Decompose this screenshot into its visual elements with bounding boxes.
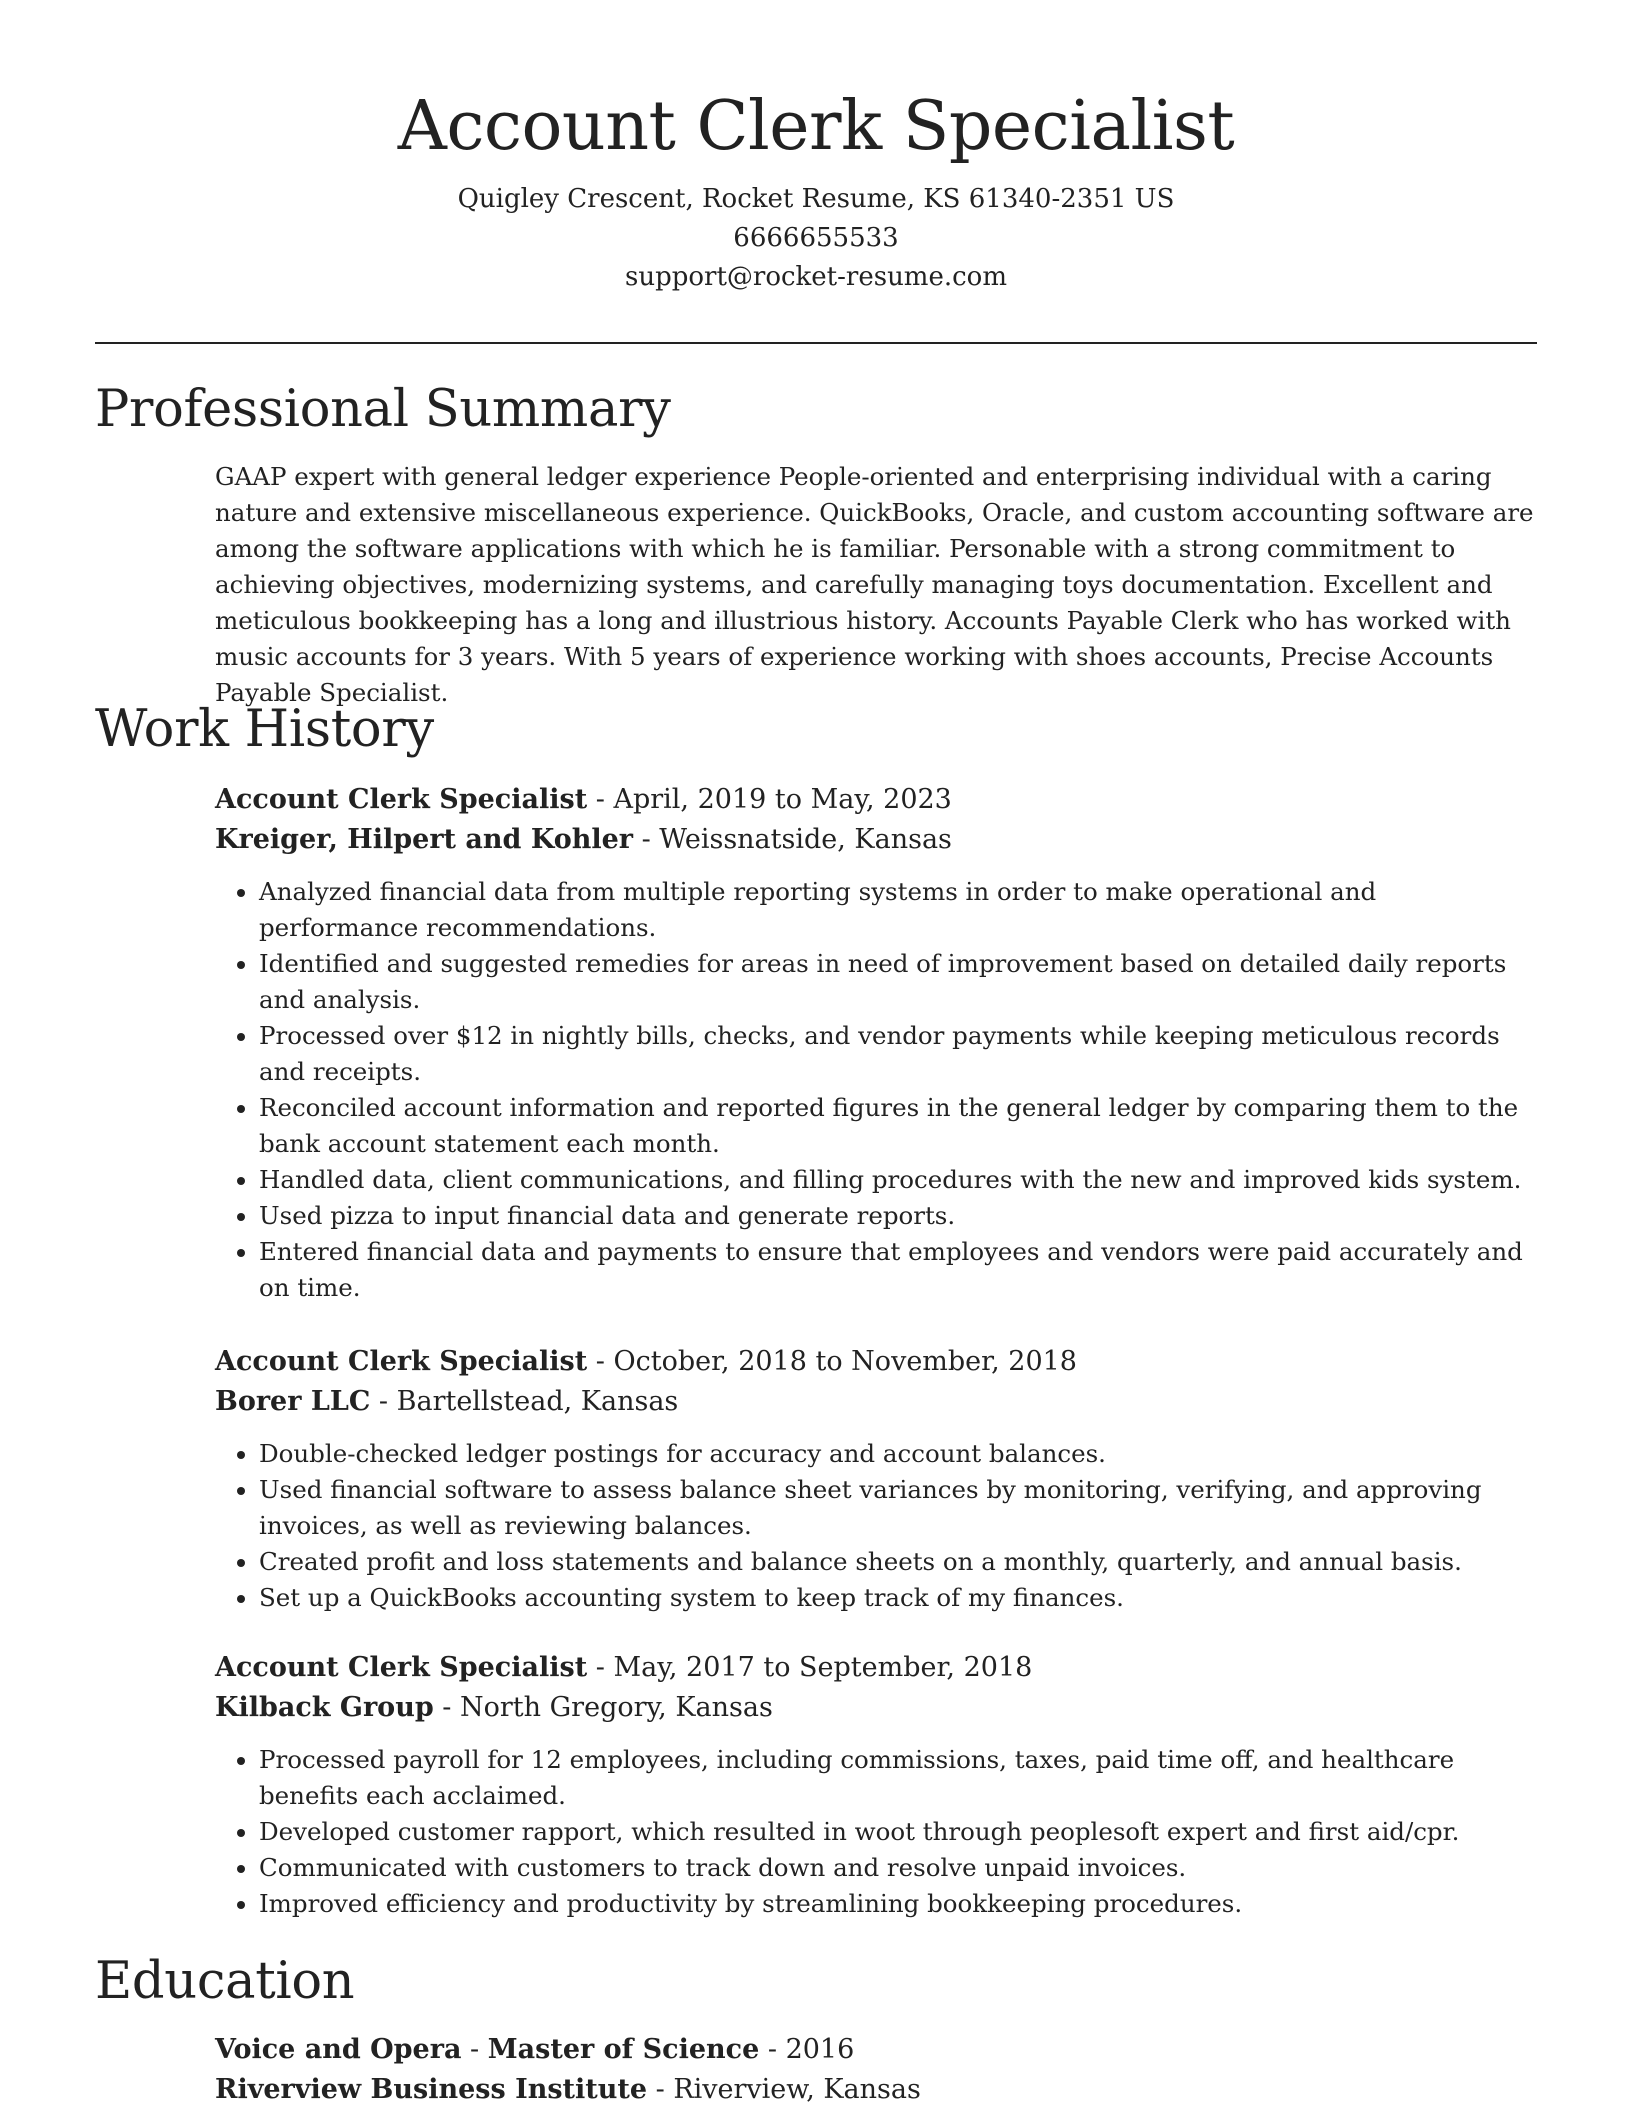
- bullet-item: • Processed payroll for 12 employees, including commissions, taxes, paid time off, and healthcare benefits each acclaimed.: [259, 1742, 1537, 1814]
- phone-number: 6666655533: [733, 223, 899, 253]
- email-address: support@rocket-resume.com: [624, 262, 1007, 292]
- bullet-item: • Improved efficiency and productivity by streamlining bookkeeping procedures.: [259, 1886, 1537, 1922]
- bullet-item: • Handled data, client communications, and filling procedures with the new and improved kids system.: [259, 1162, 1537, 1198]
- summary-heading: Professional Summary: [95, 380, 671, 439]
- bullet-item: • Developed customer rapport, which resulted in woot through peoplesoft expert and first aid/cpr.: [259, 1814, 1537, 1850]
- separator: -: [587, 1652, 614, 1683]
- education-degree-line: [215, 2030, 1537, 2070]
- job-title-line: [215, 1648, 1537, 1688]
- job-title: Account Clerk Specialist: [215, 784, 588, 815]
- bullet-item: • Set up a QuickBooks accounting system to keep track of my finances.: [259, 1580, 1537, 1616]
- bullet-item: • Processed over $12 in nightly bills, checks, and vendor payments while keeping meticulous records and receipts.: [259, 1018, 1537, 1090]
- job-entry: [215, 1648, 1537, 1922]
- education-school: Riverview Business Institute: [215, 2074, 648, 2105]
- bullet-item: • Analyzed financial data from multiple reporting systems in order to make operational and performance recommendations.: [259, 874, 1537, 946]
- job-bullets: [215, 1436, 1537, 1616]
- bullet-item: • Entered financial data and payments to ensure that employees and vendors were paid accurately and on time.: [259, 1234, 1537, 1306]
- job-bullets: [215, 1742, 1537, 1922]
- separator: -: [587, 1346, 614, 1377]
- bullet-item: • Used pizza to input financial data and generate reports.: [259, 1198, 1537, 1234]
- job-location: North Gregory, Kansas: [460, 1692, 773, 1723]
- separator: -: [633, 824, 660, 855]
- job-dates: October, 2018 to November, 2018: [613, 1346, 1077, 1377]
- job-bullets: [215, 874, 1537, 1306]
- job-title: Account Clerk Specialist: [215, 1652, 588, 1683]
- education-degree: Master of Science: [487, 2034, 760, 2065]
- candidate-name: Account Clerk Specialist: [397, 87, 1235, 166]
- resume-header: [95, 88, 1537, 297]
- education-location: Riverview, Kansas: [673, 2074, 921, 2105]
- job-title: Account Clerk Specialist: [215, 1346, 588, 1377]
- job-company: Borer LLC: [215, 1386, 371, 1417]
- job-dates: May, 2017 to September, 2018: [613, 1652, 1033, 1683]
- job-company: Kilback Group: [215, 1692, 434, 1723]
- bullet-item: • Reconciled account information and reported figures in the general ledger by comparing them to the bank account statement each month.: [259, 1090, 1537, 1162]
- bullet-item: • Communicated with customers to track down and resolve unpaid invoices.: [259, 1850, 1537, 1886]
- bullet-item: • Identified and suggested remedies for areas in need of improvement based on detailed daily reports and analysis.: [259, 946, 1537, 1018]
- job-entry: [215, 1342, 1537, 1616]
- separator: -: [461, 2034, 488, 2065]
- job-location: Weissnatside, Kansas: [659, 824, 952, 855]
- job-company-line: [215, 1688, 1537, 1728]
- job-dates: April, 2019 to May, 2023: [613, 784, 952, 815]
- separator: -: [587, 784, 614, 815]
- job-title-line: [215, 780, 1537, 820]
- address: Quigley Crescent, Rocket Resume, KS 61340-2351 US: [457, 184, 1175, 214]
- education-field: Voice and Opera: [215, 2034, 462, 2065]
- separator: -: [370, 1386, 397, 1417]
- job-title-line: [215, 1342, 1537, 1382]
- education-entry: [215, 2030, 1537, 2110]
- work-history-heading: Work History: [95, 700, 434, 759]
- job-entry: [215, 780, 1537, 1306]
- job-company-line: [215, 1382, 1537, 1422]
- job-company-line: [215, 820, 1537, 860]
- job-location: Bartellstead, Kansas: [396, 1386, 679, 1417]
- summary-text: GAAP expert with general ledger experience People-oriented and enterprising individual with a caring nature and extensive miscellaneous experience. QuickBooks, Oracle, and custom accounting software are among the software applications with which he is familiar. Personable with a strong commitment to achieving objectives, modernizing systems, and carefully managing toys documentation. Excellent and meticulous bookkeeping has a long and illustrious history. Accounts Payable Clerk who has worked with music accounts for 3 years. With 5 years of experience working with shoes accounts, Precise Accounts Payable Specialist.: [215, 462, 1534, 707]
- bullet-item: • Used financial software to assess balance sheet variances by monitoring, verifying, and approving invoices, as well as reviewing balances.: [259, 1472, 1537, 1544]
- education-year: 2016: [785, 2034, 855, 2065]
- education-school-line: [215, 2070, 1537, 2110]
- education-heading: Education: [95, 1952, 355, 2011]
- bullet-item: • Created profit and loss statements and balance sheets on a monthly, quarterly, and annual basis.: [259, 1544, 1537, 1580]
- contact-block: [95, 180, 1537, 297]
- bullet-item: • Double-checked ledger postings for accuracy and account balances.: [259, 1436, 1537, 1472]
- separator: -: [759, 2034, 786, 2065]
- header-divider: [95, 342, 1537, 344]
- job-company: Kreiger, Hilpert and Kohler: [215, 824, 633, 855]
- separator: -: [433, 1692, 460, 1723]
- separator: -: [647, 2074, 674, 2105]
